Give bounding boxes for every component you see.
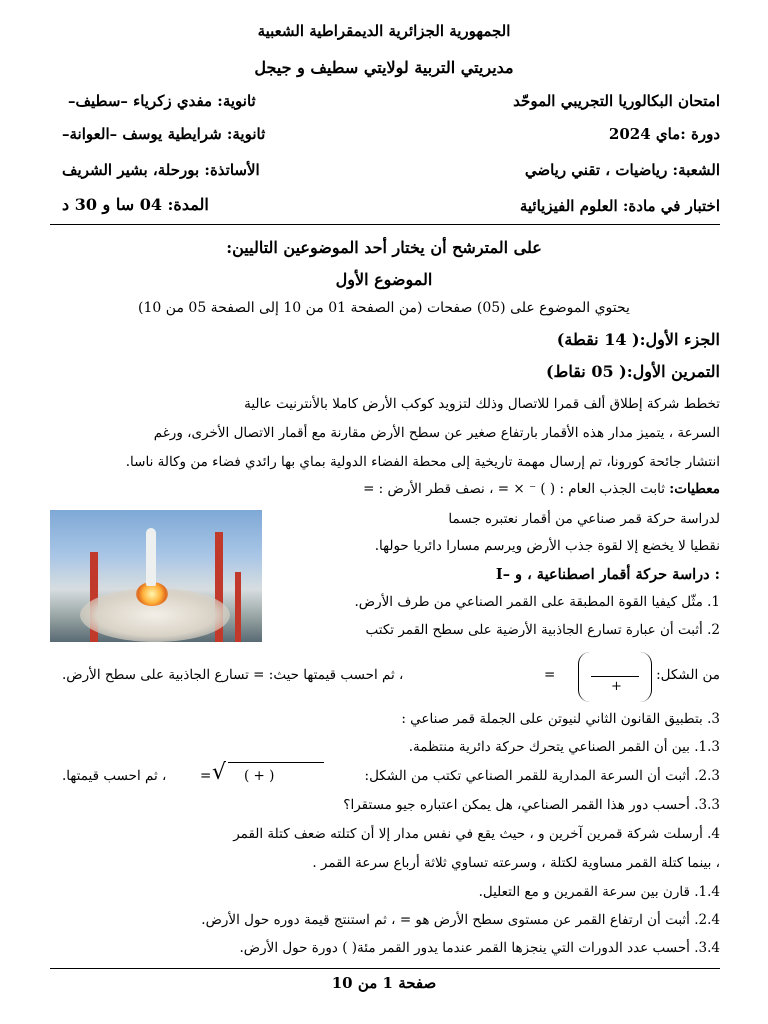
sqrt-sign: √ [212, 760, 227, 785]
footer-divider [50, 968, 720, 969]
pages-note: يحتوي الموضوع على (05) صفحات (من الصفحة 01 من 10 إلى الصفحة 05 من 10) [138, 300, 630, 316]
study-line-2: نقطيا لا يخضع إلا لقوة جذب الأرض ويرسم مسارا دائريا حولها. [374, 538, 720, 554]
section-1-title: I– دراسة حركة أقمار اصطناعية ، و : [495, 566, 720, 583]
question-3: 3. بتطبيق القانون الثاني لنيوتن على الجملة قمر صناعي : [401, 711, 720, 727]
question-3-1: 1.3. بين أن القمر الصناعي يتحرك حركة دائرية منتظمة. [408, 739, 720, 755]
paragraph-line-1: تخطط شركة إطلاق ألف قمرا للاتصال وذلك لتزويد كوكب الأرض كاملا بالأنترنيت عالية [244, 396, 720, 412]
subject: اختبار في مادة: العلوم الفيزيائية [519, 197, 720, 215]
paragraph-line-2: السرعة ، يتميز مدار هذه الأقمار بارتفاع صغير عن سطح الأرض مقارنة مع أقمار الاتصال الأخرى، ورغم [153, 425, 720, 441]
question-4-2: 2.4. أثبت أن ارتفاع القمر عن مستوى سطح الأرض هو = ، ثم استنتج قيمة دوره حول الأرض. [201, 912, 720, 928]
page-footer: صفحة 1 من 10 [331, 974, 437, 992]
launch-tower-far-right [235, 572, 241, 642]
formula-1-fraction [578, 652, 652, 702]
fraction-bar [591, 676, 639, 677]
rocket-launch-image [50, 510, 262, 642]
question-3-2: 2.3. أثبت أن السرعة المدارية للقمر الصناعي تكتب من الشكل: [364, 768, 720, 784]
givens-label: معطيات: [669, 481, 720, 497]
part-1-title: الجزء الأول:( 14 نقطة) [556, 330, 720, 349]
question-4-1: 1.4. قارن بين سرعة القمرين و مع التعليل. [478, 884, 720, 900]
stream: الشعبة: رياضيات ، تقني رياضي [524, 161, 720, 179]
rocket [146, 528, 156, 586]
question-1: 1. مثّل كيفيا القوة المطبقة على القمر الصناعي من طرف الأرض. [354, 594, 720, 610]
sqrt-symbol [228, 762, 324, 789]
exam-title: امتحان البكالوريا التجريبي الموحّد [513, 92, 720, 110]
formula-1-label: من الشكل: [656, 667, 720, 683]
question-3-3: 3.3. أحسب دور هذا القمر الصناعي، هل يمكن اعتباره جيو مستقرا؟ [343, 797, 720, 813]
directorates-title: مديريتي التربية لولايتي سطيف و جيجل [254, 58, 514, 77]
school-1: ثانوية: مفدي زكرياء –سطيف– [68, 92, 256, 110]
study-line-1: لدراسة حركة قمر صناعي من أقمار نعتبره جسما [448, 511, 720, 527]
duration: المدة: 04 سا و 30 د [62, 195, 209, 214]
question-4-line-1: 4. أرسلت شركة قمرين آخرين و ، حيث يقع في نفس مدار إلا أن كتلته ضعف كتلة القمر [233, 826, 720, 842]
question-3-2-after: ، ثم احسب قيمتها. [62, 768, 167, 784]
formula-1-equals: = [544, 667, 556, 683]
fraction-plus: + [611, 679, 622, 694]
question-4-3: 3.4. أحسب عدد الدورات التي ينجزها القمر عندما يدور القمر مئة( ) دورة حول الأرض. [239, 940, 720, 956]
formula-1-text: ، ثم احسب قيمتها حيث: = تسارع الجاذبية على سطح الأرض. [62, 667, 404, 683]
exercise-1-title: التمرين الأول:( 05 نقاط) [545, 362, 720, 381]
session: دورة :ماي 2024 [608, 125, 720, 143]
givens-text: ثابت الجذب العام : ( ) ⁻ × = ، نصف قطر الأرض : = [363, 481, 670, 497]
paragraph-line-3: انتشار جائحة كورونا، تم إرسال مهمة تاريخية إلى محطة الفضاء الدولية بماي بها رائدي فضاء من وكالة ناسا. [125, 454, 720, 470]
sqrt-equals: = [200, 768, 212, 784]
question-2: 2. أثبت أن عبارة تسارع الجاذبية الأرضية على سطح القمر تكتب [365, 622, 720, 638]
school-2: ثانوية: شرايطية يوسف –العوانة– [62, 125, 266, 143]
subject-title: الموضوع الأول [335, 270, 433, 289]
givens [363, 481, 720, 497]
teachers: الأساتذة: بورحلة، بشير الشريف [62, 161, 260, 179]
choose-instruction: على المترشح أن يختار أحد الموضوعين التاليين: [226, 238, 542, 257]
republic-title: الجمهورية الجزائرية الديمقراطية الشعبية [257, 22, 511, 40]
question-4-line-2: ، بينما كتلة القمر مساوية لكتلة ، وسرعته تساوي ثلاثة أرباع سرعة القمر . [312, 855, 720, 871]
header-divider [50, 224, 720, 225]
sqrt-formula: ( + ) [244, 768, 275, 784]
